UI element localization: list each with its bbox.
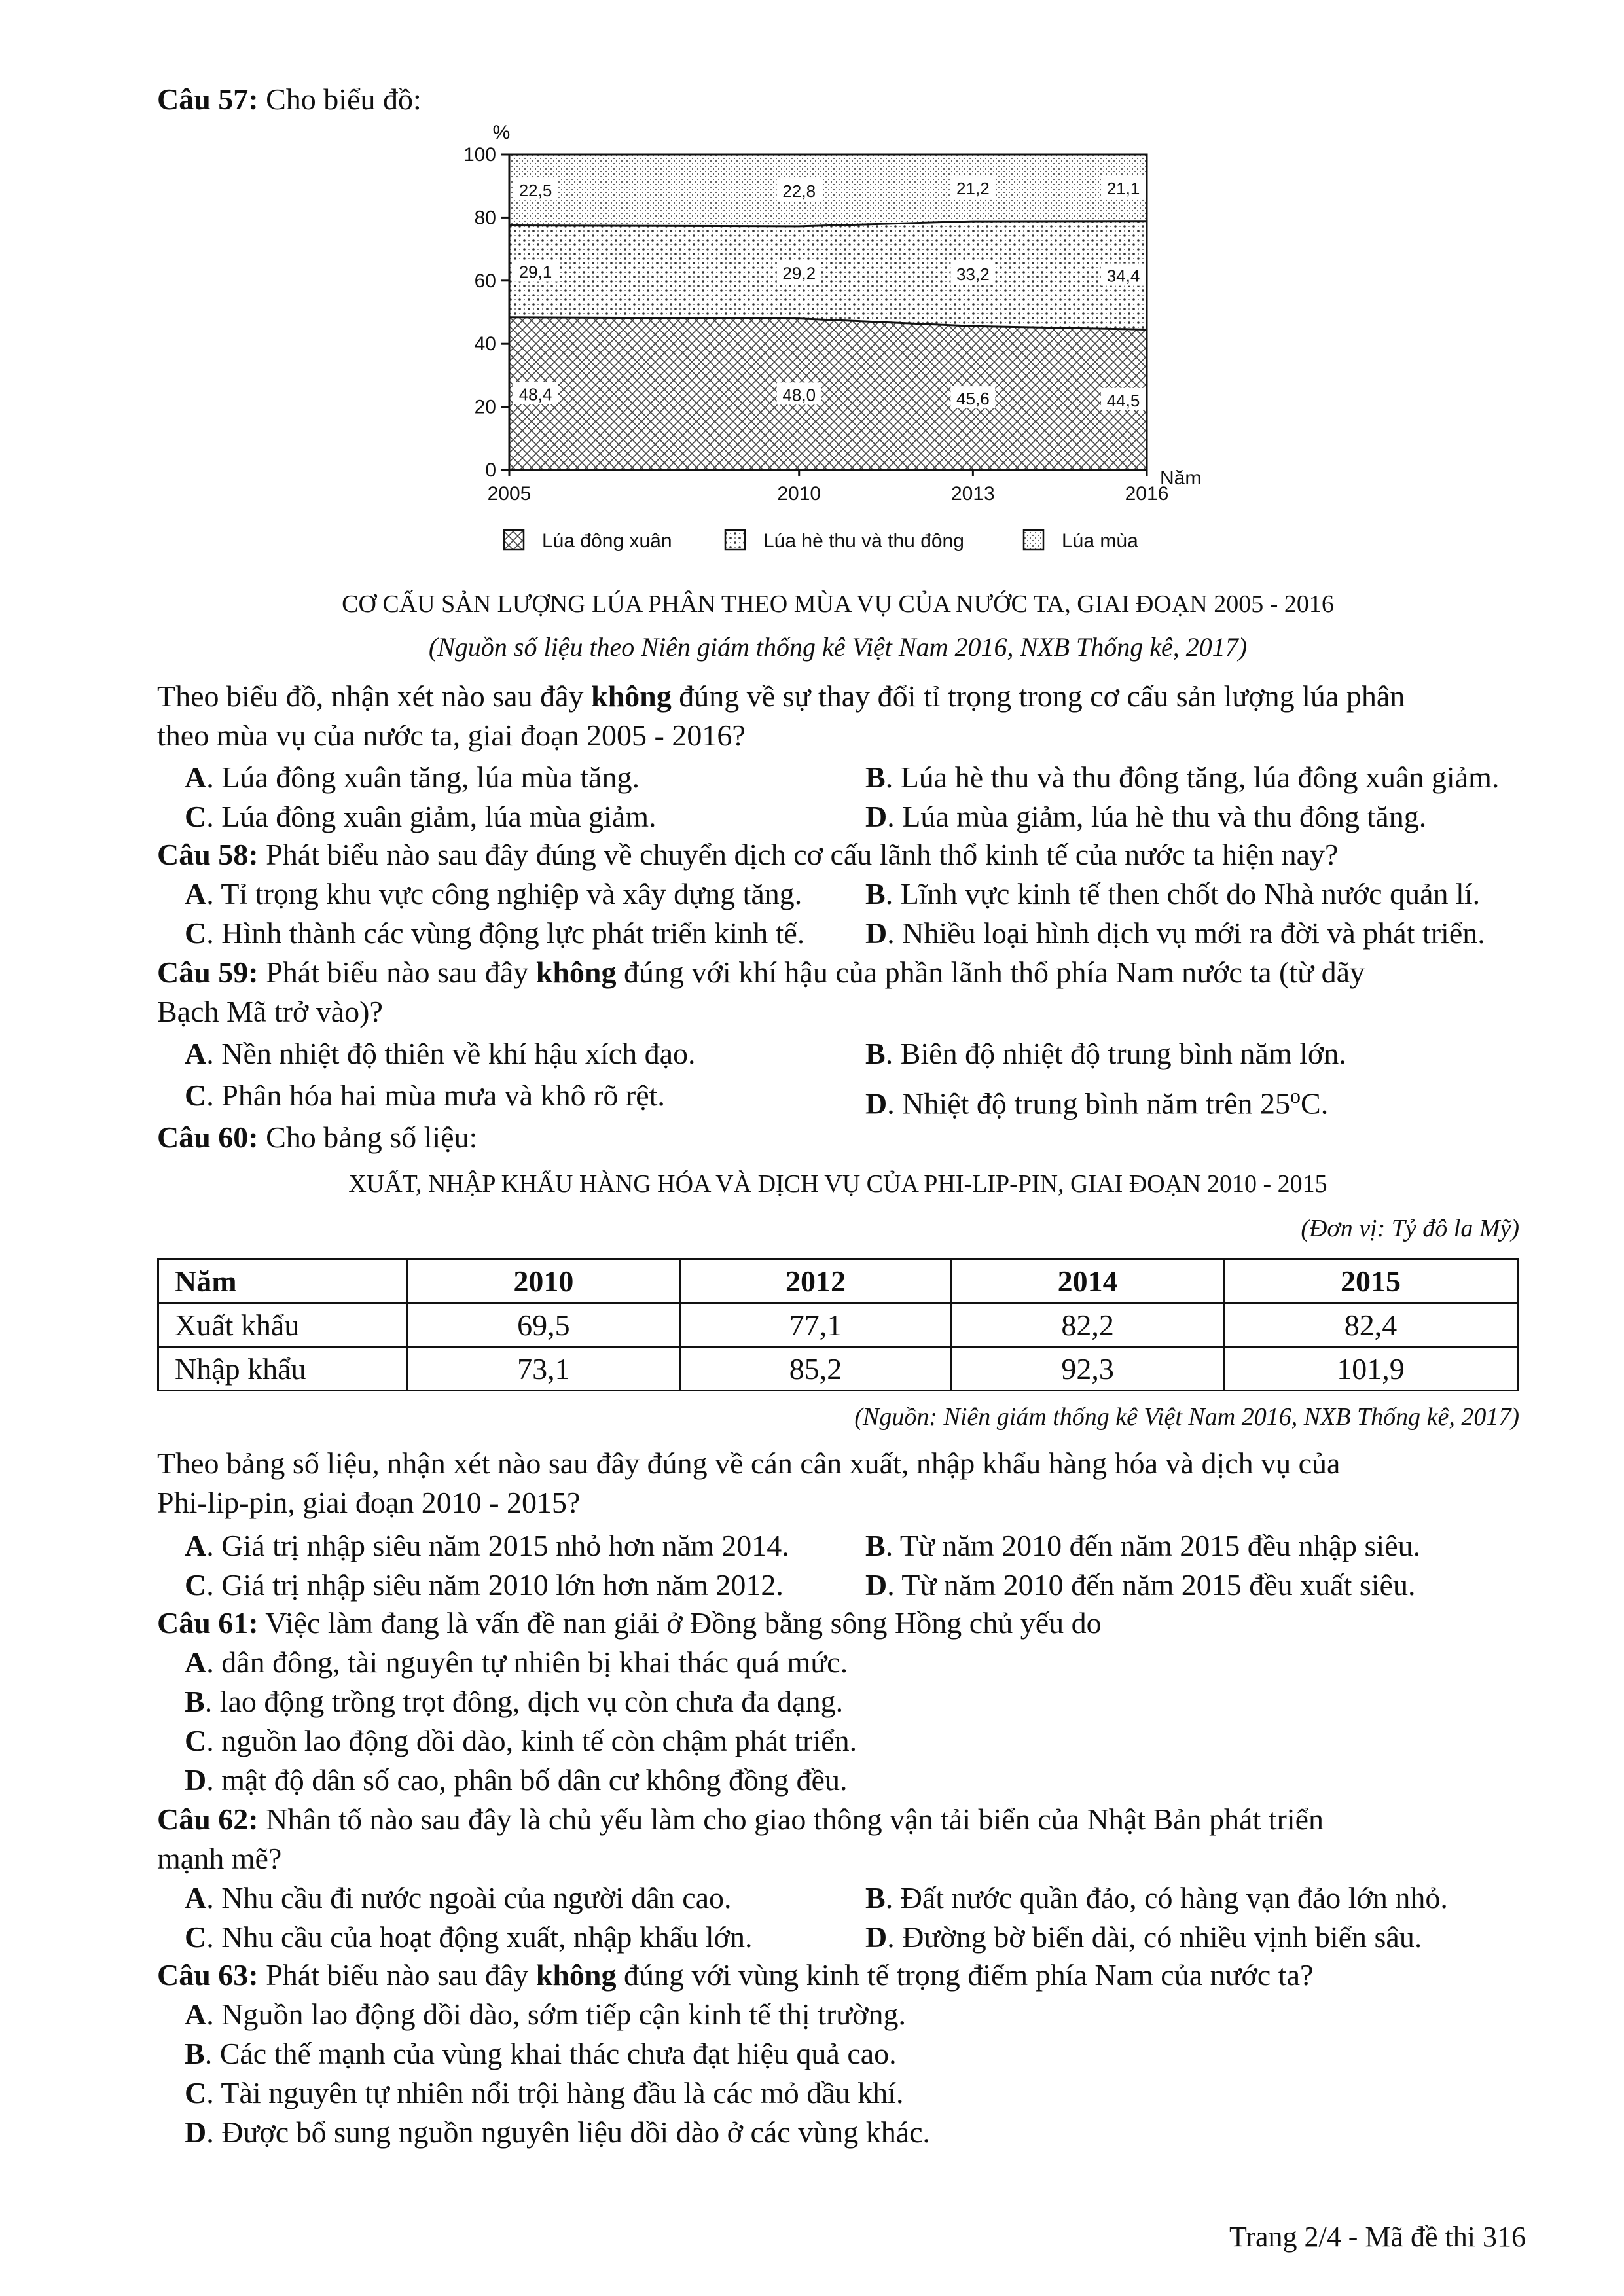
y-tick-label: 80: [474, 207, 496, 229]
q57-text: Cho biểu đồ:: [266, 82, 422, 116]
area-2: [509, 221, 1147, 330]
legend-label: Lúa mùa: [1062, 530, 1138, 552]
area-1: [509, 317, 1147, 470]
q60-table-source: (Nguồn: Niên giám thống kê Việt Nam 2016, NXB Thống kê, 2017): [854, 1403, 1519, 1431]
table-row: [158, 1347, 1518, 1391]
table-row: [158, 1303, 1518, 1347]
q61-option-c: C. nguồn lao động dồi dào, kinh tế còn chậm phát triển.: [185, 1724, 857, 1757]
q59-option-a: A. Nền nhiệt độ thiên về khí hậu xích đạo.: [185, 1037, 696, 1070]
value-label: 22,5: [518, 181, 552, 201]
page-footer: Trang 2/4 - Mã đề thi 316: [1229, 2221, 1526, 2253]
x-tick-label: 2016: [1125, 483, 1169, 505]
value-label: 21,1: [1106, 178, 1140, 198]
q57-option-c: C. Lúa đông xuân giảm, lúa mùa giảm.: [185, 800, 657, 833]
table-cell: 82,2: [952, 1303, 1224, 1347]
table-cell: 77,1: [679, 1303, 952, 1347]
q62-text: Nhân tố nào sau đây là chủ yếu làm cho giao thông vận tải biển của Nhật Bản phát triển: [266, 1803, 1324, 1836]
q63-option-b: B. Các thế mạnh của vùng khai thác chưa đạt hiệu quả cao.: [185, 2037, 897, 2070]
y-axis-label: %: [492, 122, 511, 143]
q61-option-a: A. dân đông, tài nguyên tự nhiên bị khai thác quá mức.: [185, 1645, 848, 1679]
q61-option-d: D. mật độ dân số cao, phân bố dân cư không đồng đều.: [185, 1763, 848, 1797]
y-tick-label: 20: [474, 396, 496, 418]
value-label: 48,4: [518, 384, 552, 404]
y-tick-label: 0: [485, 459, 496, 481]
q60-stem-line2: Phi-lip-pin, giai đoạn 2010 - 2015?: [157, 1486, 581, 1519]
q62-option-b: B. Đất nước quần đảo, có hàng vạn đảo lớn nhỏ.: [865, 1881, 1448, 1914]
value-label: 44,5: [1106, 390, 1140, 410]
q60-option-a: A. Giá trị nhập siêu năm 2015 nhỏ hơn năm 2014.: [185, 1529, 789, 1562]
q59-text-line2: Bạch Mã trở vào)?: [157, 995, 383, 1028]
q63-option-d: D. Được bổ sung nguồn nguyên liệu dồi dào ở các vùng khác.: [185, 2115, 931, 2149]
q62-text-line2: mạnh mẽ?: [157, 1842, 282, 1875]
q62-option-d: D. Đường bờ biển dài, có nhiều vịnh biển sâu.: [865, 1920, 1422, 1954]
table-cell: 101,9: [1223, 1347, 1517, 1391]
q58-label: Câu 58:: [157, 838, 259, 871]
table-cell: Nhập khẩu: [158, 1347, 408, 1391]
q59-option-c: C. Phân hóa hai mùa mưa và khô rõ rệt.: [185, 1079, 665, 1112]
q57-stem-emphasis: không: [590, 679, 672, 713]
legend-swatch: [1024, 530, 1043, 550]
q62-label: Câu 62:: [157, 1803, 259, 1836]
table-header-row: [158, 1259, 1518, 1303]
table-header-cell: 2014: [952, 1259, 1224, 1303]
legend-label: Lúa hè thu và thu đông: [763, 530, 964, 552]
q60-data-table: [157, 1258, 1519, 1391]
table-cell: 82,4: [1223, 1303, 1517, 1347]
table-header-cell: 2010: [408, 1259, 680, 1303]
y-tick-label: 60: [474, 270, 496, 292]
q61-option-b: B. lao động trồng trọt đông, dịch vụ còn chưa đa dạng.: [185, 1685, 844, 1718]
q57-stem-part2: đúng về sự thay đổi tỉ trọng trong cơ cấu sản lượng lúa phân: [671, 679, 1405, 713]
q62-option-c: C. Nhu cầu của hoạt động xuất, nhập khẩu lớn.: [185, 1920, 753, 1954]
table-cell: 69,5: [408, 1303, 680, 1347]
q60-option-c: C. Giá trị nhập siêu năm 2010 lớn hơn năm 2012.: [185, 1568, 784, 1602]
value-label: 34,4: [1106, 266, 1140, 286]
value-label: 21,2: [956, 179, 990, 199]
legend-swatch: [504, 530, 524, 550]
q57-stem-line1: [157, 678, 1405, 715]
q60-option-b: B. Từ năm 2010 đến năm 2015 đều nhập siêu.: [865, 1529, 1421, 1562]
legend-label: Lúa đông xuân: [542, 530, 672, 552]
q58-text: Phát biểu nào sau đây đúng về chuyển dịch cơ cấu lãnh thổ kinh tế của nước ta hiện nay?: [266, 838, 1339, 871]
q63-text-part1: Phát biểu nào sau đây: [266, 1958, 536, 1992]
q60-text: Cho bảng số liệu:: [266, 1121, 478, 1154]
q57-chart-caption: CƠ CẤU SẢN LƯỢNG LÚA PHÂN THEO MÙA VỤ CỦA NƯỚC TA, GIAI ĐOẠN 2005 - 2016: [342, 590, 1334, 618]
area-3: [509, 154, 1147, 226]
q59-option-b: B. Biên độ nhiệt độ trung bình năm lớn.: [865, 1037, 1346, 1070]
q59-text-part2: đúng với khí hậu của phần lãnh thổ phía Nam nước ta (từ dãy: [616, 956, 1365, 989]
table-cell: 92,3: [952, 1347, 1224, 1391]
q59-label: Câu 59:: [157, 956, 259, 989]
table-header-cell: Năm: [158, 1259, 408, 1303]
q57-stem-line2: theo mùa vụ của nước ta, giai đoạn 2005 - 2016?: [157, 719, 746, 752]
value-label: 29,2: [782, 263, 816, 283]
legend-swatch: [725, 530, 745, 550]
table-cell: Xuất khẩu: [158, 1303, 408, 1347]
q59-option-d: D. Nhiệt độ trung bình năm trên 25$^o$C.: [865, 1084, 1329, 1121]
q58-option-a: A. Tỉ trọng khu vực công nghiệp và xây dựng tăng.: [185, 877, 803, 910]
q60-stem-line1: Theo bảng số liệu, nhận xét nào sau đây đúng về cán cân xuất, nhập khẩu hàng hóa và dịch vụ của: [157, 1446, 1341, 1480]
q62-heading: [157, 1801, 1324, 1838]
x-tick-label: 2010: [777, 483, 821, 505]
value-label: 45,6: [956, 389, 990, 409]
q63-option-a: A. Nguồn lao động dồi dào, sớm tiếp cận kinh tế thị trường.: [185, 1998, 907, 2031]
q63-option-c: C. Tài nguyên tự nhiên nổi trội hàng đầu là các mỏ dầu khí.: [185, 2076, 904, 2109]
q60-label: Câu 60:: [157, 1121, 259, 1154]
value-label: 33,2: [956, 264, 990, 285]
q57-option-b: B. Lúa hè thu và thu đông tăng, lúa đông xuân giảm.: [865, 761, 1500, 794]
q60-table-caption: XUẤT, NHẬP KHẨU HÀNG HÓA VÀ DỊCH VỤ CỦA PHI-LIP-PIN, GIAI ĐOẠN 2010 - 2015: [348, 1170, 1327, 1198]
q60-table-unit: (Đơn vị: Tỷ đô la Mỹ): [1301, 1215, 1519, 1242]
x-tick-label: 2005: [487, 483, 532, 505]
y-tick-label: 100: [463, 144, 496, 166]
x-axis-label: Năm: [1160, 467, 1202, 489]
q58-option-b: B. Lĩnh vực kinh tế then chốt do Nhà nước quản lí.: [865, 877, 1481, 910]
value-label: 22,8: [782, 181, 816, 201]
table-header-cell: 2012: [679, 1259, 952, 1303]
q59-text-emphasis: không: [535, 956, 617, 989]
q57-stem-part1: Theo biểu đồ, nhận xét nào sau đây: [157, 679, 591, 713]
rice-structure-chart: [0, 0, 1624, 589]
q57-option-d: D. Lúa mùa giảm, lúa hè thu và thu đông tăng.: [865, 800, 1427, 833]
q60-heading: [157, 1119, 477, 1156]
q58-option-d: D. Nhiều loại hình dịch vụ mới ra đời và phát triển.: [865, 916, 1485, 950]
value-label: 29,1: [518, 262, 552, 282]
q58-heading: [157, 836, 1338, 873]
q60-option-d: D. Từ năm 2010 đến năm 2015 đều xuất siêu.: [865, 1568, 1416, 1602]
q61-text: Việc làm đang là vấn đề nan giải ở Đồng bằng sông Hồng chủ yếu do: [265, 1606, 1102, 1640]
q59-heading: [157, 954, 1365, 991]
y-tick-label: 40: [474, 333, 496, 355]
q61-heading: [157, 1605, 1102, 1641]
q58-option-c: C. Hình thành các vùng động lực phát triển kinh tế.: [185, 916, 805, 950]
x-tick-label: 2013: [950, 483, 995, 505]
q63-heading: [157, 1957, 1313, 1994]
q63-text-part2: đúng với vùng kinh tế trọng điểm phía Nam của nước ta?: [616, 1958, 1314, 1992]
table-cell: 73,1: [408, 1347, 680, 1391]
q57-option-a: A. Lúa đông xuân tăng, lúa mùa tăng.: [185, 761, 640, 794]
table-cell: 85,2: [679, 1347, 952, 1391]
q57-label: Câu 57:: [157, 82, 259, 116]
q62-option-a: A. Nhu cầu đi nước ngoài của người dân cao.: [185, 1881, 732, 1914]
q61-label: Câu 61:: [157, 1606, 259, 1640]
q59-text-part1: Phát biểu nào sau đây: [266, 956, 536, 989]
table-header-cell: 2015: [1223, 1259, 1517, 1303]
value-label: 48,0: [782, 385, 816, 405]
q63-text-emphasis: không: [535, 1958, 617, 1992]
q57-chart-source: (Nguồn số liệu theo Niên giám thống kê Việt Nam 2016, NXB Thống kê, 2017): [428, 632, 1248, 662]
q63-label: Câu 63:: [157, 1958, 259, 1992]
